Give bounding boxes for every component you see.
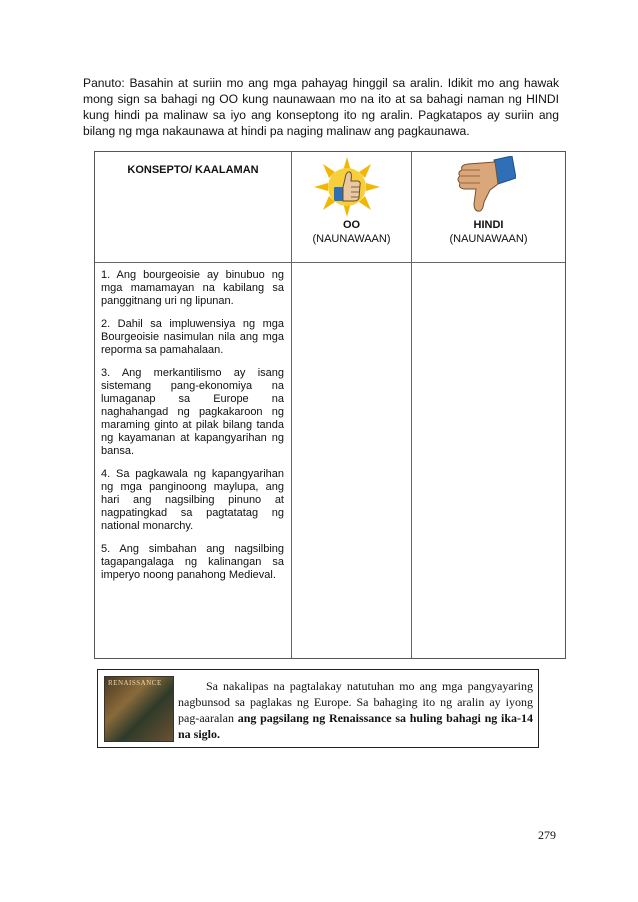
header-hindi-title: HINDI <box>473 219 504 231</box>
statement-item: 4. Sa pagkawala ng kapangyarihan ng mga panginoong maylupa, ang hari ang nagsilbing pinuno at nagpatingkad sa pagtatatag ng national monarchy. <box>101 468 284 532</box>
header-divider <box>95 262 565 263</box>
summary-text-normal: Sa nakalipas na pagtalakay natutuhan mo ang mga pangyayaring nagbunsod sa paglakas ng Europe. Sa bahaging ito ng aralin ay iyong pag-aaralan <box>178 679 533 725</box>
page-number: 279 <box>538 828 556 842</box>
instructions-paragraph: Panuto: Basahin at suriin mo ang mga pahayag hinggil sa aralin. Idikit mo ang hawak mong sign sa bahagi ng OO kung naunawaan mo na ito at sa bahagi naman ng HINDI kung hindi pa malinaw sa iyo ang konseptong ito ng aralin. Pagkatapos ay suriin ang bilang ng mga nakaunawa at hindi pa naging malinaw ang pagkaunawa. <box>83 76 559 138</box>
renaissance-image-label: RENAISSANCE <box>108 679 162 687</box>
header-oo <box>292 152 411 262</box>
statement-list <box>101 269 284 592</box>
header-oo-subtitle: (NAUNAWAAN) <box>312 233 391 245</box>
header-hindi <box>412 152 565 262</box>
summary-text-bold: ang pagsilang ng Renaissance sa huling bahagi ng ika-14 na siglo. <box>178 711 533 741</box>
header-konsepto: KONSEPTO/ KAALAMAN <box>127 164 259 176</box>
statement-item: 3. Ang merkantilismo ay isang sistemang pang-ekonomiya na lumaganap sa Europe na naghahangad ng pagkakaroon ng maraming ginto at pilak bilang tanda ng kayamanan at kapangyarihan ng bansa. <box>101 367 284 457</box>
statement-item: 1. Ang bourgeoisie ay binubuo ng mga mamamayan na kabilang sa panggitnang uri ng lipunan. <box>101 269 284 307</box>
header-hindi-subtitle: (NAUNAWAAN) <box>449 233 528 245</box>
summary-text <box>178 678 533 742</box>
concept-table <box>94 151 566 659</box>
renaissance-image <box>104 676 174 742</box>
summary-box <box>97 669 539 748</box>
header-oo-title: OO <box>342 219 361 231</box>
statement-item: 2. Dahil sa impluwensiya ng mga Bourgeoisie nasimulan nila ang mga reporma sa pamahalaan. <box>101 318 284 356</box>
statement-item: 5. Ang simbahan ang nagsilbing tagapangalaga ng kalinangan sa imperyo noong panahong Medieval. <box>101 543 284 581</box>
thumbs-down-icon <box>454 156 516 214</box>
thumbs-up-icon <box>314 157 380 217</box>
